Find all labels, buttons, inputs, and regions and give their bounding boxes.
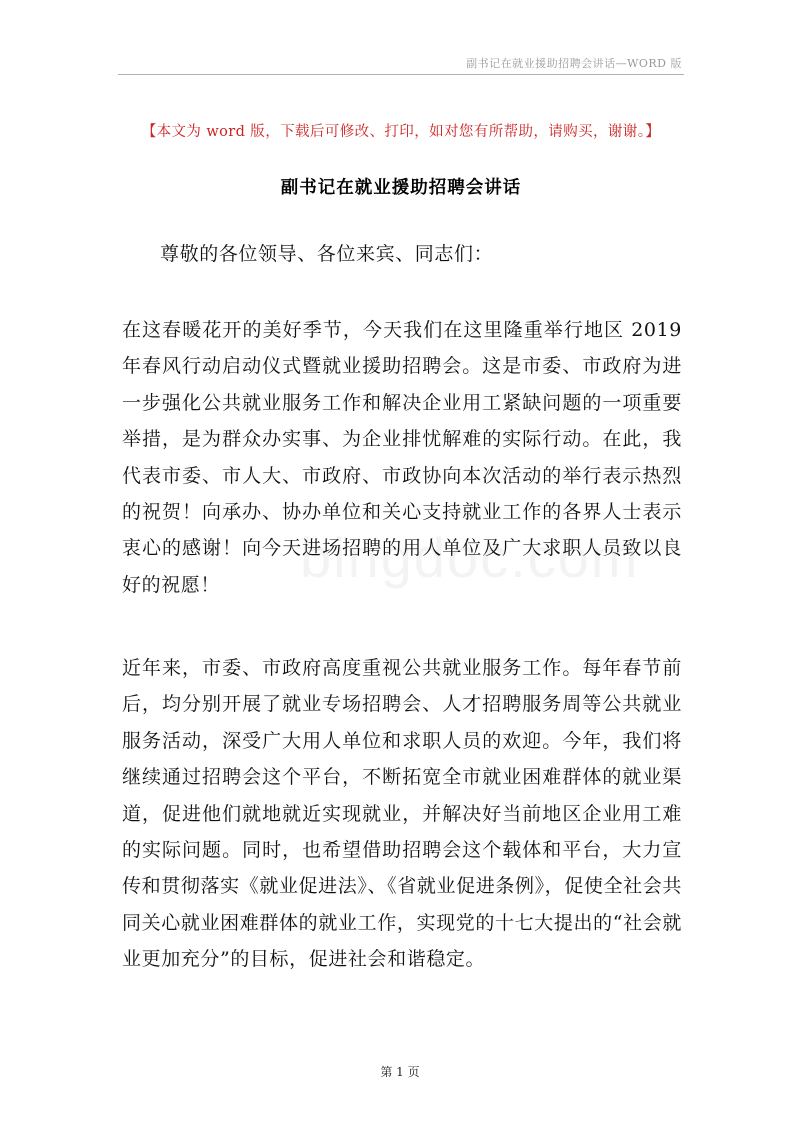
paragraph: 近年来，市委、市政府高度重视公共就业服务工作。每年春节前后，均分别开展了就业专场招聘会、人才招聘服务周等公共就业服务活动，深受广大用人单位和求职人员的欢迎。今年，我们将继续通过招聘会这个平台，不断拓宽全市就业困难群体的就业渠道，促进他们就地就近实现就业，并解决好当前地区企业用工难的实际问题。同时，也希望借助招聘会这个载体和平台，大力宣传和贯彻落实《就业促进法》、《省就业促进条例》，促使全社会共同关心就业困难群体的就业工作，实现党的十七大提出的“社会就业更加充分”的目标，促进社会和谐稳定。 [122,657,682,971]
greeting: 尊敬的各位领导、各位来宾、同志们： [160,243,494,265]
watermark [300,525,640,590]
document-title: 副书记在就业援助招聘会讲话 [280,178,522,198]
download-notice: 【本文为 word 版，下载后可修改、打印，如对您有所帮助，请购买，谢谢。】 [141,124,661,140]
header-divider [118,74,684,75]
page-number: 第 1 页 [380,1065,420,1079]
paragraph: 在这春暖花开的美好季节，今天我们在这里隆重举行地区 2019 年春风行动启动仪式暨就业援助招聘会。这是市委、市政府为进一步强化公共就业服务工作和解决企业用工紧缺问题的一项重要举措，是为群众办实事、为企业排忧解难的实际行动。在此，我代表市委、市人大、市政府、市政协向本次活动的举行表示热烈的祝贺！向承办、协办单位和关心支持就业工作的各界人士表示衷心的感谢！向今天进场招聘的用人单位及广大求职人员致以良好的祝愿！ [122,319,682,596]
running-header: 副书记在就业援助招聘会讲话—WORD 版 [466,57,682,70]
